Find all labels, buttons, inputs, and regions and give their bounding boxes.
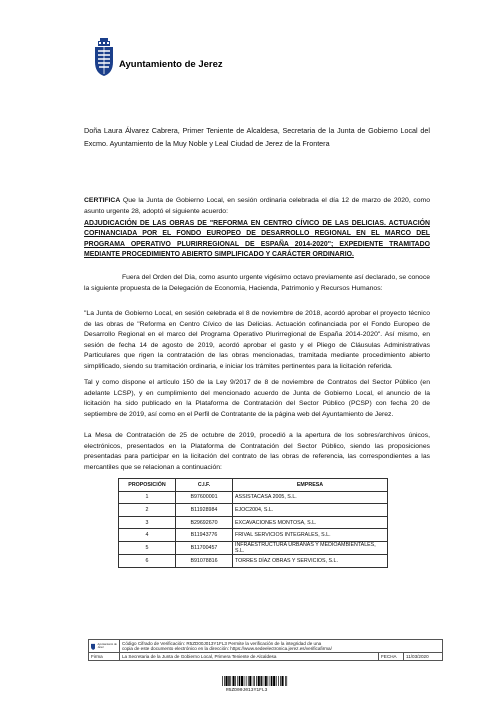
barcode-text: R5ZD00J013Y1FL3	[226, 688, 268, 693]
table-row	[119, 541, 388, 554]
cell-empresa: EXCAVACIONES MONTOSA, S.L.	[233, 516, 388, 529]
footer-crest-icon	[91, 642, 95, 651]
table-row	[119, 504, 388, 517]
col-header-proposicion: PROPOSICIÓN	[119, 479, 176, 492]
cell-cif: B91078816	[176, 554, 233, 567]
bid-opening-paragraph: La Mesa de Contratación de 25 de octubre de 2019, procedió a la apertura de los sobres/archivos únicos, electrónicos, presentados en la Plataforma de Contratación del Sector Público, siendo las proposiciones presentadas para participar en la licitación del contrato de las obras de referencia, las correspondientes a las mercantiles que se relacionan a continuación:	[84, 432, 430, 471]
cell-empresa: TORRES DÍAZ OBRAS Y SERVICIOS, S.L.	[233, 554, 388, 567]
fecha-label: FECHA	[379, 653, 404, 660]
copy-note[interactable]: copia de este documento electrónico en la dirección: https://www.sedeelectronica.jerez.es/verificafirma/	[122, 646, 332, 651]
city-crest-logo	[93, 38, 115, 76]
table-row	[119, 554, 388, 567]
background-paragraph: "La Junta de Gobierno Local, en sesión celebrada el 8 de noviembre de 2018, acordó aprobar el proyecto técnico de las obras de "Reforma en Centro Cívico de las Delicias. Actuación cofinanciada por el Fondo Europeo de Desarrollo Regional en el marco del Programa Operativo Plurirregional de España 2014-2020". Así mismo, en sesión de fecha 14 de agosto de 2019, acordó aprobar el gasto y el Pliego de Cláusulas Administrativas Particulares que rigen la contratación de las obras mencionadas, tramitada mediante procedimiento abierto simplificado, siendo su tramitación ordinaria, e iniciar los trámites pertinentes para la licitación referida.	[84, 310, 430, 370]
table-row	[119, 516, 388, 529]
certifica-text: Que la Junta de Gobierno Local, en sesión ordinaria celebrada el día 12 de marzo de 2020, como asunto urgente 28, adoptó el siguiente acuerdo:	[84, 197, 430, 215]
col-header-cif: C.I.F.	[176, 479, 233, 492]
bidders-table	[118, 478, 388, 568]
proposal-intro-text: Fuera del Orden del Día, como asunto urgente vigésimo octavo previamente así declarado, se conoce la siguiente propuesta de la Delegación de Economía, Hacienda, Patrimonio y Recursos Humanos:	[84, 274, 430, 292]
footer-logo-label: Ayuntamiento de Jerez	[97, 643, 117, 649]
agreement-heading: ADJUDICACIÓN DE LAS OBRAS DE "REFORMA EN CENTRO CÍVICO DE LAS DELICIAS. ACTUACIÓN COFINANCIADA POR EL FONDO EUROPEO DE DESARROLLO REGIONAL EN EL MARCO DEL PROGRAMA OPERATIVO PLURIRREGIONAL DE ESPAÑA 2014-2020"; EXPEDIENTE TRAMITADO MEDIANTE PROCEDIMIENTO ABIERTO SIMPLIFICADO Y CARÁCTER ORDINARIO.	[84, 220, 430, 258]
cell-cif: B29692670	[176, 516, 233, 529]
table-header-row	[119, 479, 388, 492]
cell-proposicion: 5	[119, 541, 176, 554]
cell-cif: B11928984	[176, 504, 233, 517]
cell-proposicion: 4	[119, 529, 176, 542]
verification-footer	[88, 639, 443, 661]
proposal-intro-paragraph	[84, 273, 430, 294]
firma-text: La Secretaria de la Junta de Gobierno Local, Primera Teniente de Alcaldesa	[120, 653, 379, 660]
cell-empresa: EJOC2004, S.L.	[233, 504, 388, 517]
cell-proposicion: 6	[119, 554, 176, 567]
table-row	[119, 529, 388, 542]
signature-row	[88, 653, 443, 661]
intro-paragraph: Doña Laura Álvarez Cabrera, Primer Teniente de Alcaldesa, Secretaria de la Junta de Gobierno Local del Excmo. Ayuntamiento de la Muy Noble y Leal Ciudad de Jerez de la Frontera	[84, 126, 430, 148]
certifica-label: CERTIFICA	[84, 197, 121, 204]
barcode-image	[222, 676, 288, 686]
table-row	[119, 491, 388, 504]
csv-label: Código Cifrado de Verificación:	[122, 641, 186, 646]
col-header-empresa: EMPRESA	[233, 479, 388, 492]
csv-note: Permite la verificación de la integridad de una	[228, 641, 322, 646]
cell-empresa: INFRAESTRUCTURA URBANAS Y MEDIOAMBIENTALES, S.L.	[233, 541, 388, 554]
cell-proposicion: 3	[119, 516, 176, 529]
cell-empresa: FRIVAL SERVICIOS INTEGRALES, S.L.	[233, 529, 388, 542]
certifica-paragraph	[84, 196, 430, 217]
fecha-value: 11/03/2020	[406, 654, 429, 659]
cell-proposicion: 2	[119, 504, 176, 517]
cell-proposicion: 1	[119, 491, 176, 504]
cell-cif: B11943776	[176, 529, 233, 542]
cell-cif: B97600001	[176, 491, 233, 504]
footer-logo	[89, 640, 120, 652]
publication-paragraph: Tal y como dispone el artículo 150 de la Ley 9/2017 de 8 de noviembre de Contratos del Sector Público (en adelante LCSP), y en cumplimiento del mencionado acuerdo de Junta de Gobierno Local, el anuncio de la licitación ha sido publicado en la Plataforma de Contratación del Sector Público (PCSP) con fecha 20 de septiembre de 2019, así como en el Perfil de Contratante de la página web del Ayuntamiento de Jerez.	[84, 379, 430, 418]
cell-empresa: ASSISTACASA 2005, S.L.	[233, 491, 388, 504]
organization-name: Ayuntamiento de Jerez	[119, 59, 223, 70]
cell-cif: B11700457	[176, 541, 233, 554]
csv-code: R5ZD00J013Y1FL3	[186, 641, 227, 646]
csv-cell	[120, 640, 442, 652]
firma-label: Firma	[89, 653, 120, 660]
csv-row	[88, 639, 443, 653]
